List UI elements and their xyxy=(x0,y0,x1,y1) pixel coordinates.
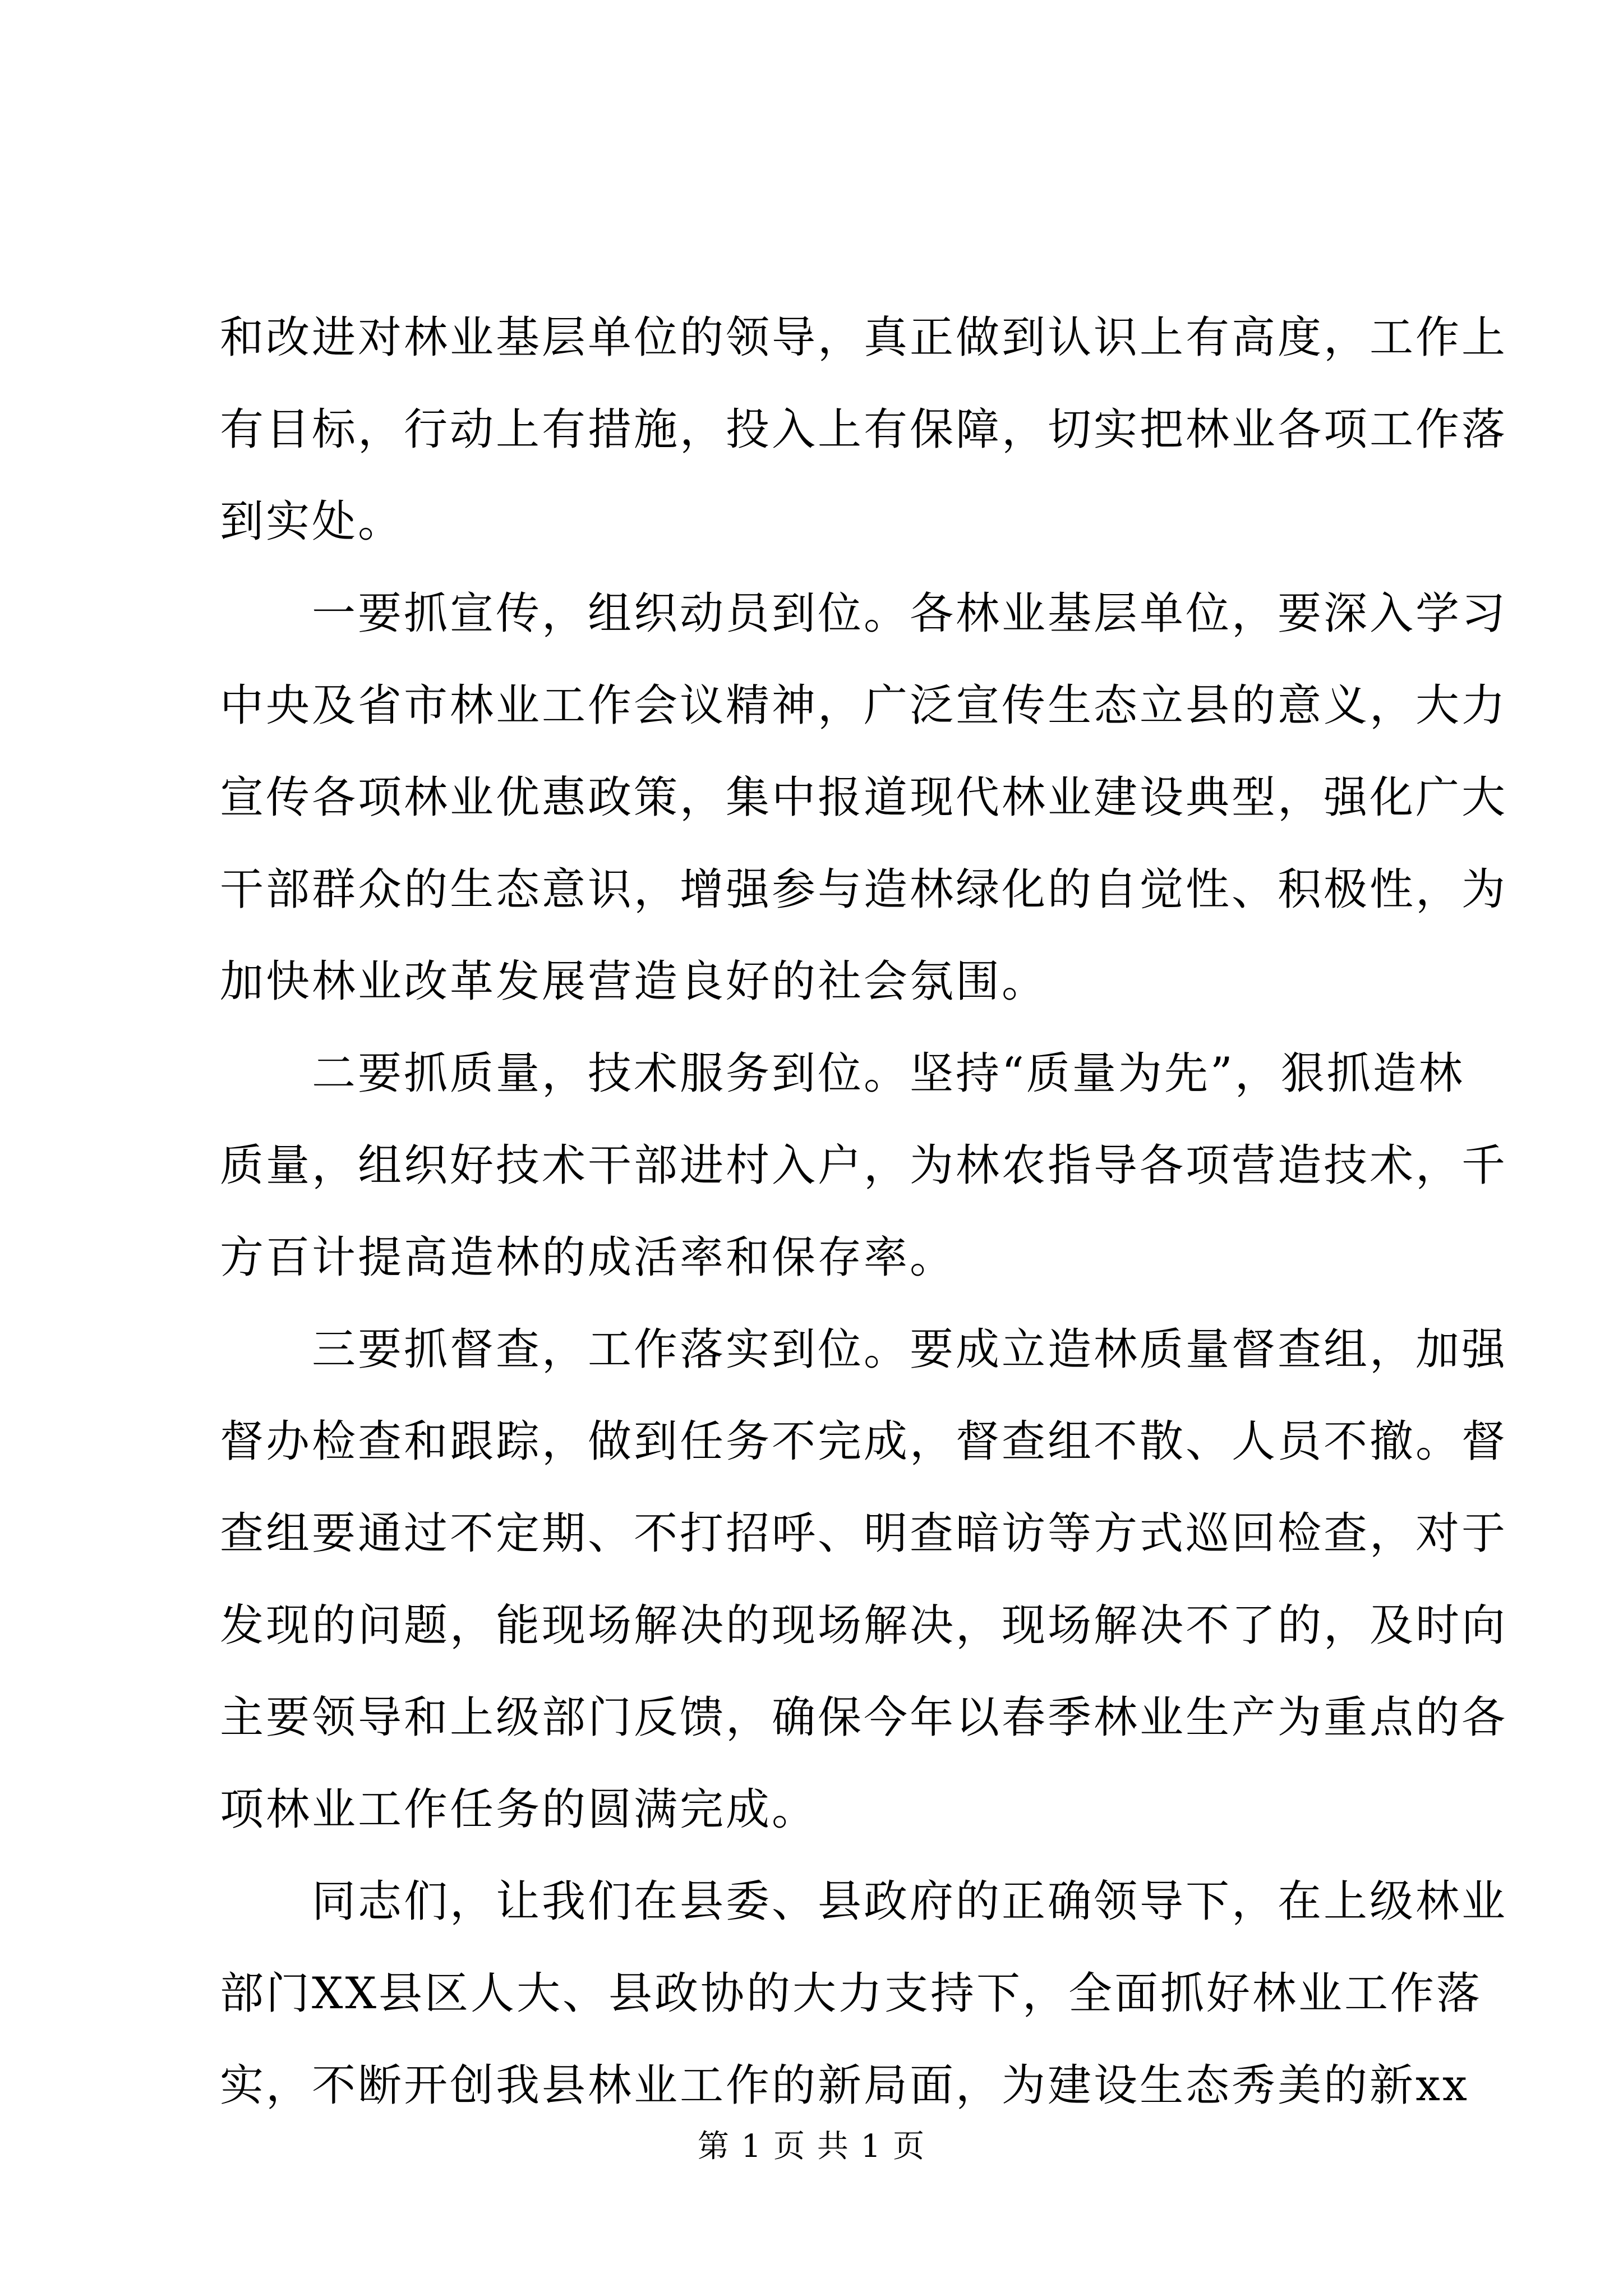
page-footer xyxy=(0,2127,1623,2166)
text-line: 质量，组织好技术干部进村入户，为林农指导各项营造技术，千 xyxy=(220,1140,1508,1191)
text-line: 查组要通过不定期、不打招呼、明查暗访等方式巡回检查，对于 xyxy=(220,1508,1508,1559)
text-line: 方百计提高造林的成活率和保存率。 xyxy=(220,1232,956,1283)
document-body xyxy=(220,292,1508,2132)
text-line: 干部群众的生态意识，增强参与造林绿化的自觉性、积极性，为 xyxy=(220,864,1508,915)
paragraph-start-line: 同志们，让我们在县委、县政府的正确领导下，在上级林业 xyxy=(312,1876,1508,1927)
paragraph-start-line: 二要抓质量，技术服务到位。坚持“质量为先”，狠抓造林 xyxy=(312,1048,1465,1099)
text-line: 发现的问题，能现场解决的现场解决，现场解决不了的，及时向 xyxy=(220,1600,1508,1651)
text-line: 项林业工作任务的圆满完成。 xyxy=(220,1784,818,1835)
text-line: 督办检查和跟踪，做到任务不完成，督查组不散、人员不撤。督 xyxy=(220,1416,1508,1467)
paragraph-start-line: 三要抓督查，工作落实到位。要成立造林质量督查组，加强 xyxy=(312,1324,1508,1375)
text-line: 加快林业改革发展营造良好的社会氛围。 xyxy=(220,956,1048,1007)
page-number-label: 第 1 页 共 1 页 xyxy=(697,2128,926,2165)
text-line: 部门XX县区人大、县政协的大力支持下，全面抓好林业工作落 xyxy=(220,1968,1483,2019)
text-line: 实，不断开创我县林业工作的新局面，为建设生态秀美的新xx xyxy=(220,2060,1469,2111)
paragraph-start-line: 一要抓宣传，组织动员到位。各林业基层单位，要深入学习 xyxy=(312,588,1508,639)
text-line: 有目标，行动上有措施，投入上有保障，切实把林业各项工作落 xyxy=(220,404,1508,455)
text-line: 宣传各项林业优惠政策，集中报道现代林业建设典型，强化广大 xyxy=(220,772,1508,823)
text-line: 中央及省市林业工作会议精神，广泛宣传生态立县的意义，大力 xyxy=(220,680,1508,731)
text-line: 和改进对林业基层单位的领导，真正做到认识上有高度，工作上 xyxy=(220,312,1508,363)
text-line: 到实处。 xyxy=(220,496,404,547)
text-line: 主要领导和上级部门反馈，确保今年以春季林业生产为重点的各 xyxy=(220,1692,1508,1743)
